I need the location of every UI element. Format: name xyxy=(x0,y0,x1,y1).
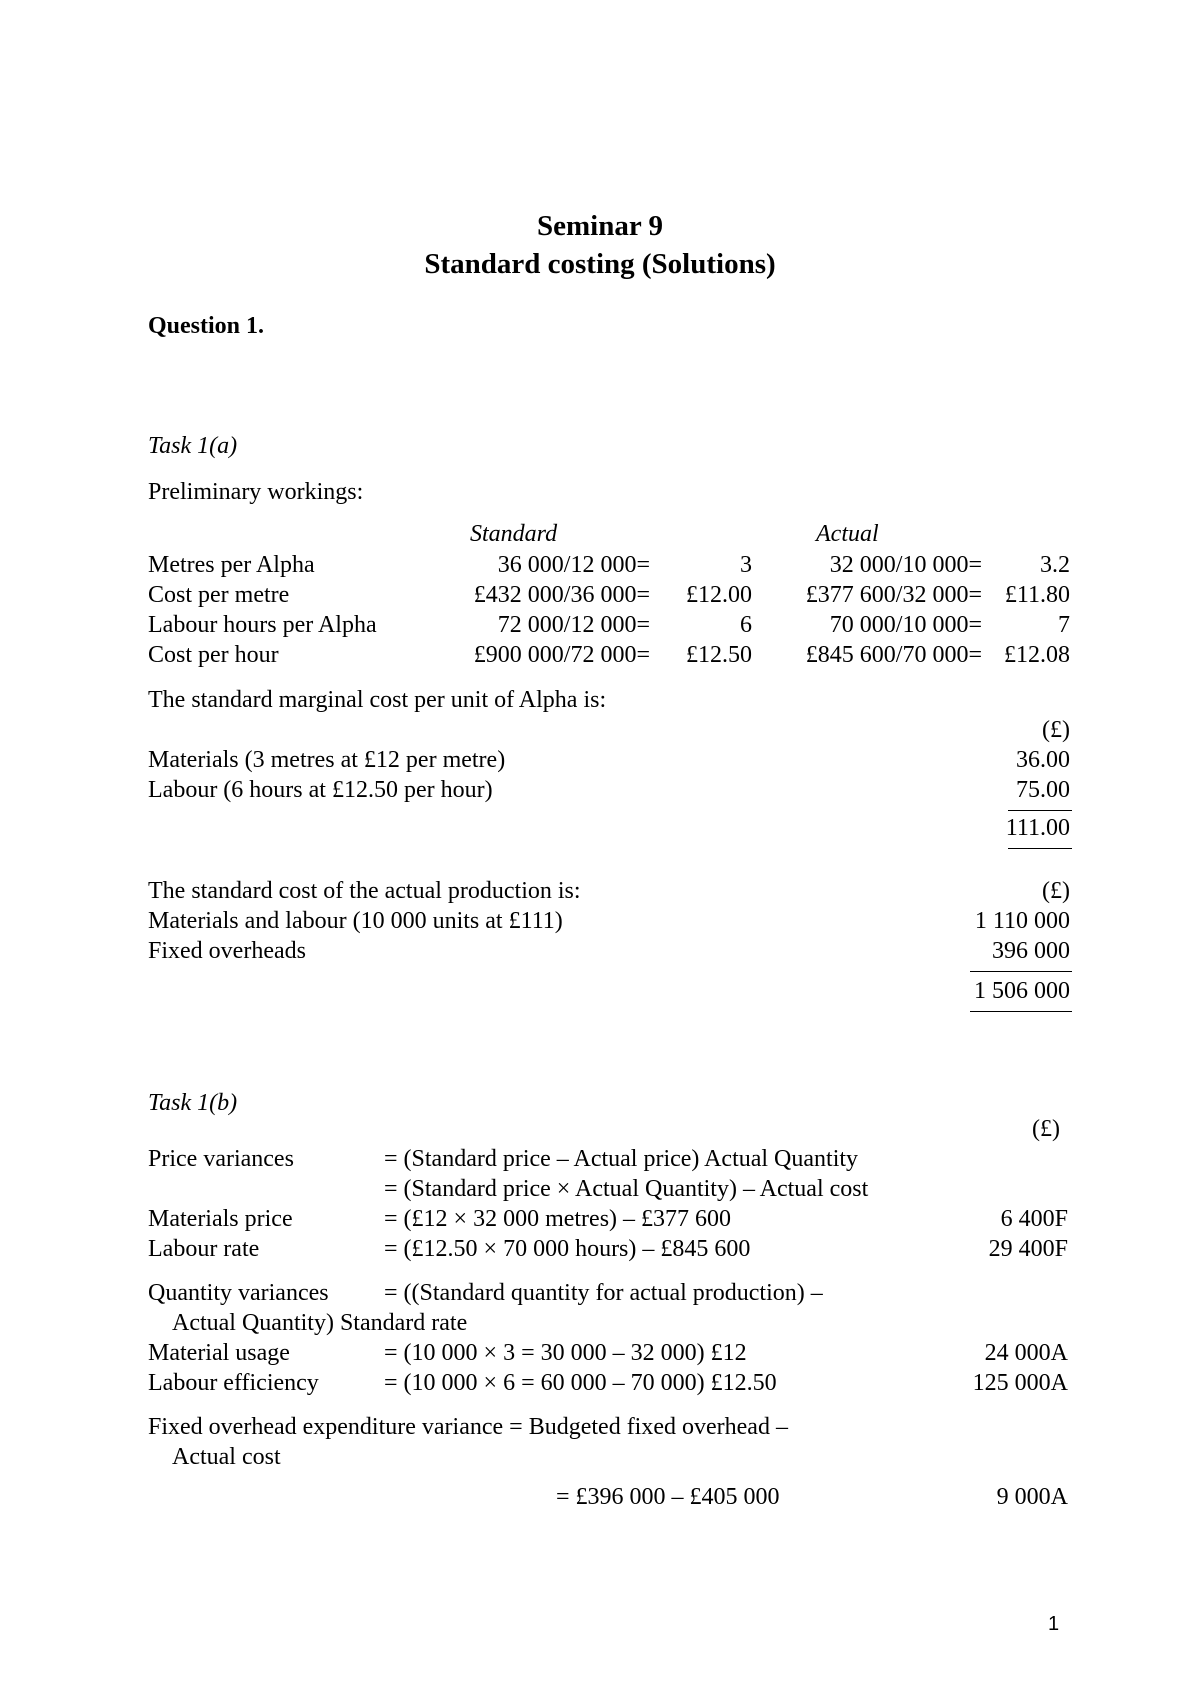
fixed-overhead-calc: = £396 000 – £405 000 xyxy=(556,1484,780,1510)
marginal-labour-value: 75.00 xyxy=(1016,777,1070,803)
quantity-variances-formula-cont: Actual Quantity) Standard rate xyxy=(172,1310,468,1336)
page-title-line1: Seminar 9 xyxy=(537,210,663,242)
act-calc: £377 600/32 000= xyxy=(805,582,982,608)
fixed-overhead-variance-label: Fixed overhead expenditure variance = Budgeted fixed overhead – xyxy=(148,1414,788,1440)
marginal-materials-value: 36.00 xyxy=(1016,747,1070,773)
subtotal-rule xyxy=(970,971,1072,972)
fixed-overhead-value: 9 000A xyxy=(996,1484,1068,1510)
materials-price-calc: = (£12 × 32 000 metres) – £377 600 xyxy=(384,1206,732,1232)
marginal-materials-label: Materials (3 metres at £12 per metre) xyxy=(148,747,506,773)
materials-labour-label: Materials and labour (10 000 units at £111) xyxy=(148,908,563,934)
col-standard-header: Standard xyxy=(470,521,558,547)
marginal-labour-label: Labour (6 hours at £12.50 per hour) xyxy=(148,777,493,803)
materials-price-label: Materials price xyxy=(148,1206,293,1232)
std-calc: £432 000/36 000= xyxy=(473,582,650,608)
fixed-overhead-variance-cont: Actual cost xyxy=(172,1444,281,1470)
col-actual-header: Actual xyxy=(816,521,879,547)
page-number: 1 xyxy=(1048,1613,1060,1635)
std-value: 6 xyxy=(740,612,752,638)
price-variances-label: Price variances xyxy=(148,1146,294,1172)
row-label: Cost per metre xyxy=(148,582,290,608)
subtotal-rule xyxy=(1008,810,1072,811)
actual-production-total: 1 506 000 xyxy=(974,978,1070,1004)
std-calc: £900 000/72 000= xyxy=(473,642,650,668)
labour-efficiency-label: Labour efficiency xyxy=(148,1370,319,1396)
labour-rate-label: Labour rate xyxy=(148,1236,260,1262)
act-value: £11.80 xyxy=(1004,582,1070,608)
row-label: Labour hours per Alpha xyxy=(148,612,377,638)
std-value: 3 xyxy=(740,552,752,578)
material-usage-value: 24 000A xyxy=(984,1340,1068,1366)
row-label: Cost per hour xyxy=(148,642,279,668)
quantity-variances-label: Quantity variances xyxy=(148,1280,329,1306)
marginal-total: 111.00 xyxy=(1005,815,1070,841)
act-calc: 32 000/10 000= xyxy=(829,552,982,578)
act-calc: £845 600/70 000= xyxy=(805,642,982,668)
unit-label: (£) xyxy=(1042,878,1070,904)
material-usage-label: Material usage xyxy=(148,1340,290,1366)
act-value: 3.2 xyxy=(1040,552,1070,578)
std-value: £12.50 xyxy=(686,642,752,668)
fixed-overheads-label: Fixed overheads xyxy=(148,938,306,964)
material-usage-calc: = (10 000 × 3 = 30 000 – 32 000) £12 xyxy=(384,1340,747,1366)
total-rule xyxy=(970,1011,1072,1012)
page-title-line2: Standard costing (Solutions) xyxy=(424,248,776,280)
price-variances-formula-alt: = (Standard price × Actual Quantity) – Actual cost xyxy=(384,1176,869,1202)
labour-efficiency-value: 125 000A xyxy=(972,1370,1068,1396)
labour-rate-calc: = (£12.50 × 70 000 hours) – £845 600 xyxy=(384,1236,751,1262)
materials-price-value: 6 400F xyxy=(1000,1206,1068,1232)
preliminary-intro: Preliminary workings: xyxy=(148,479,364,505)
task-1a-heading: Task 1(a) xyxy=(148,433,238,459)
std-calc: 36 000/12 000= xyxy=(497,552,650,578)
actual-production-intro: The standard cost of the actual production is: xyxy=(148,878,581,904)
total-rule xyxy=(1008,848,1072,849)
task-1b-heading: Task 1(b) xyxy=(148,1090,238,1116)
act-value: 7 xyxy=(1058,612,1070,638)
materials-labour-value: 1 110 000 xyxy=(974,908,1070,934)
std-calc: 72 000/12 000= xyxy=(497,612,650,638)
act-calc: 70 000/10 000= xyxy=(829,612,982,638)
question-heading: Question 1. xyxy=(148,313,265,339)
unit-label: (£) xyxy=(1032,1116,1060,1142)
row-label: Metres per Alpha xyxy=(148,552,315,578)
unit-label: (£) xyxy=(1042,717,1070,743)
labour-rate-value: 29 400F xyxy=(988,1236,1068,1262)
fixed-overheads-value: 396 000 xyxy=(992,938,1070,964)
quantity-variances-formula: = ((Standard quantity for actual production) – xyxy=(384,1280,823,1306)
marginal-intro: The standard marginal cost per unit of Alpha is: xyxy=(148,687,607,713)
price-variances-formula: = (Standard price – Actual price) Actual Quantity xyxy=(384,1146,859,1172)
labour-efficiency-calc: = (10 000 × 6 = 60 000 – 70 000) £12.50 xyxy=(384,1370,777,1396)
std-value: £12.00 xyxy=(686,582,752,608)
act-value: £12.08 xyxy=(1004,642,1070,668)
